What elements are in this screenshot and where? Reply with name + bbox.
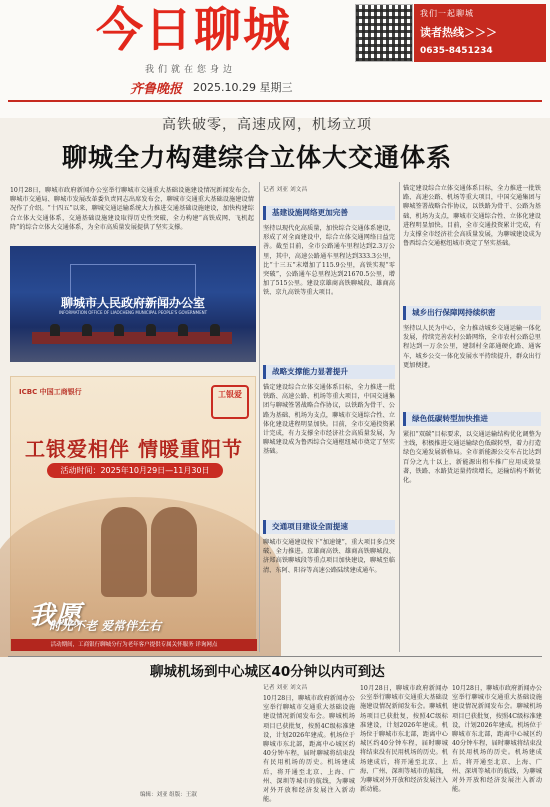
paper-name: 齐鲁晚报 — [130, 82, 183, 97]
section-divider — [8, 656, 542, 657]
section-title: 战略支撑能力显著提升 — [263, 365, 395, 379]
story-headline: 聊城全力构建综合立体大交通体系 — [62, 143, 453, 172]
speaker-figure — [50, 324, 60, 336]
section-body: 锚定建设综合立体交通体系目标，全力推进一批铁路、高速公路、机场等重大项目，中国交通集团与聊城签署战略合作协议，以铁路为骨干、公路为基础、机场为支点，聊城市交通综合性、立体化建设进程明显加快。目前，全市交通投资累计完成，有力支撑全市经济社会高质量发展，为聊城建设成为鲁西综合交通枢纽城市奠定了坚实基础。 — [403, 185, 541, 248]
section-body: 锚定建设综合立体交通体系目标，全力推进一批铁路、高速公路、机场等重大项目，中国交通集团与聊城签署战略合作协议，以铁路为骨干、公路为基础、机场为支点，聊城市交通综合性、立体化建设进程明显加快。目前，全市交通投资累计完成，有力支撑全市经济社会高质量发展，为聊城建设成为鲁西综合交通枢纽城市奠定了坚实基础。 — [263, 384, 395, 456]
masthead — [0, 0, 550, 118]
column-rule — [259, 182, 260, 652]
ad-period: 活动时间：2025年10月29日—11月30日 — [47, 463, 223, 478]
section-body: 聊城市交通建设按下“加速键”，重大项目多点突破，全力推进。京雄商高铁、雄商高铁聊城段、济郑高铁聊城段等重点项目加快建设，聊城至临清、东阿、阳谷等高速公路陆续建成通车。 — [263, 539, 395, 574]
masthead-slogan: 我们就在您身边 — [145, 65, 237, 75]
masthead-rule — [8, 100, 542, 102]
bank-advertisement — [10, 376, 256, 651]
section-body: 紧扣“双碳”目标要求，以交通运输结构优化调整为主线，积极推进交通运输绿色低碳转型，着力打造绿色交通发展新格局。全市新能源公交车占比达到百分之九十以上，新能源出租车推广应用成效显著，铁路、水路货运量持续增长，运输结构不断优化。 — [403, 431, 541, 485]
reader-hotline-number: 0635-8451234 — [420, 46, 493, 56]
press-conference-photo — [10, 246, 256, 362]
ad-seal: 工银爱 — [211, 385, 249, 419]
ad-big-text: 我愿 — [29, 601, 82, 631]
section-title: 城乡出行保障网持续织密 — [403, 306, 541, 320]
ad-elder-figure — [101, 507, 147, 597]
story-lead: 10月28日，聊城市政府新闻办公室举行聊城市交通重大基础设施建设情况新闻发布会。聊城市交通局、聊城市发展改革委负责同志出席发布会，聊城市交通重大基础设施建设情况作了介绍。“十四五”以来，聊城交通运输系统大力推进交通基础设施建设，加快构建综合立体大交通体系，交通基础设施建设取得历史性突破，全力构建“高铁成网、飞机起降”的综合立体大交通体系，为全市高质量发展提供了坚实支撑。 — [10, 187, 254, 231]
ad-slogan: 时光不老 爱常伴左右 — [49, 619, 162, 633]
ad-bank-name: ICBC 中国工商银行 — [19, 388, 82, 396]
newspaper-logo: 今日聊城 — [96, 3, 292, 58]
photo-backdrop-subtitle: INFORMATION OFFICE OF LIAOCHENG MUNICIPAL PEOPLE'S GOVERNMENT — [58, 310, 208, 315]
issue-date: 2025.10.29 星期三 — [193, 81, 293, 94]
photo-backdrop-title: 聊城市人民政府新闻办公室 — [60, 296, 205, 310]
section-title: 绿色低碳转型加快推进 — [403, 412, 541, 426]
section-body: 坚持以人民为中心，全力推动城乡交通运输一体化发展，持续完善农村公路网络，全市农村公路总里程达到一万余公里，建制村全部通硬化路、通客车，城乡公交一体化发展水平持续提升，群众出行更加便捷。 — [403, 325, 541, 369]
qr-box-caption: 我们一起聊城 — [420, 9, 474, 18]
speaker-figure — [178, 324, 188, 336]
airport-body: 10月28日，聊城市政府新闻办公室举行聊城市交通重大基础设施建设情况新闻发布会。聊城机场项目已获批复，按照4C级标准建设，计划2026年建成。机场位于聊城市东北部，距离中心城区约40分钟车程，届时聊城将结束没有民用机场的历史。机场建成后，将开通至北京、上海、广州、深圳等城市的航线，为聊城对外开放和经济发展注入新动能。 — [263, 695, 355, 804]
section-title: 基建设施网络更加完善 — [263, 206, 395, 220]
ad-elder-figure — [151, 507, 197, 597]
column-rule — [399, 182, 400, 652]
reader-hotline-box — [414, 4, 546, 62]
airport-body: 10月28日，聊城市政府新闻办公室举行聊城市交通重大基础设施建设情况新闻发布会。聊城机场项目已获批复，按照4C级标准建设，计划2026年建成。机场位于聊城市东北部，距离中心城区约40分钟车程，届时聊城将结束没有民用机场的历史。机场建成后，将开通至北京、上海、广州、深圳等城市的航线，为聊城对外开放和经济发展注入新动能。 — [360, 685, 448, 794]
section-title: 交通项目建设全面提速 — [263, 520, 395, 534]
ad-footer: 活动期间，工商银行聊城分行为老年客户提供专属关怀服务 详询网点 — [11, 639, 257, 651]
airport-byline: 记者 刘亚 刘文昌 — [263, 685, 308, 691]
conference-desk — [32, 332, 232, 344]
speaker-figure — [146, 324, 156, 336]
section-body: 坚持以现代化高质量，加快综合交通体系建设，形成了对全面建设中，综合立体交通网络日益完善。截至目前，全市公路通车里程达到2.3万公里，其中，高速公路通车里程达到333.3公里，比“十三五”末增加了115.9公里，高铁实现“零突破”，公路通车总里程达到21670.5公里，增加了515公里。建设京雄商高铁聊城段、雄商高铁、京九高铁等重大项目。 — [263, 225, 395, 297]
qr-code-icon — [355, 4, 413, 62]
speaker-figure — [210, 324, 220, 336]
airport-headline: 聊城机场到中心城区40分钟以内可到达 — [150, 664, 385, 680]
ad-headline: 工银爱相伴 情暖重阳节 — [25, 437, 243, 461]
speaker-figure — [82, 324, 92, 336]
speaker-figure — [114, 324, 124, 336]
page-footer: 编辑：刘亚 组版：王淑 — [140, 792, 197, 798]
airport-body: 10月28日，聊城市政府新闻办公室举行聊城市交通重大基础设施建设情况新闻发布会。聊城机场项目已获批复，按照4C级标准建设，计划2026年建成。机场位于聊城市东北部，距离中心城区约40分钟车程，届时聊城将结束没有民用机场的历史。机场建成后，将开通至北京、上海、广州、深圳等城市的航线，为聊城对外开放和经济发展注入新动能。 — [452, 685, 542, 794]
story-kicker: 高铁破零，高速成网，机场立项 — [162, 117, 372, 133]
story-byline: 记者 刘亚 刘文昌 — [263, 187, 308, 193]
reader-hotline-label: 读者热线＞＞＞ — [420, 26, 497, 39]
